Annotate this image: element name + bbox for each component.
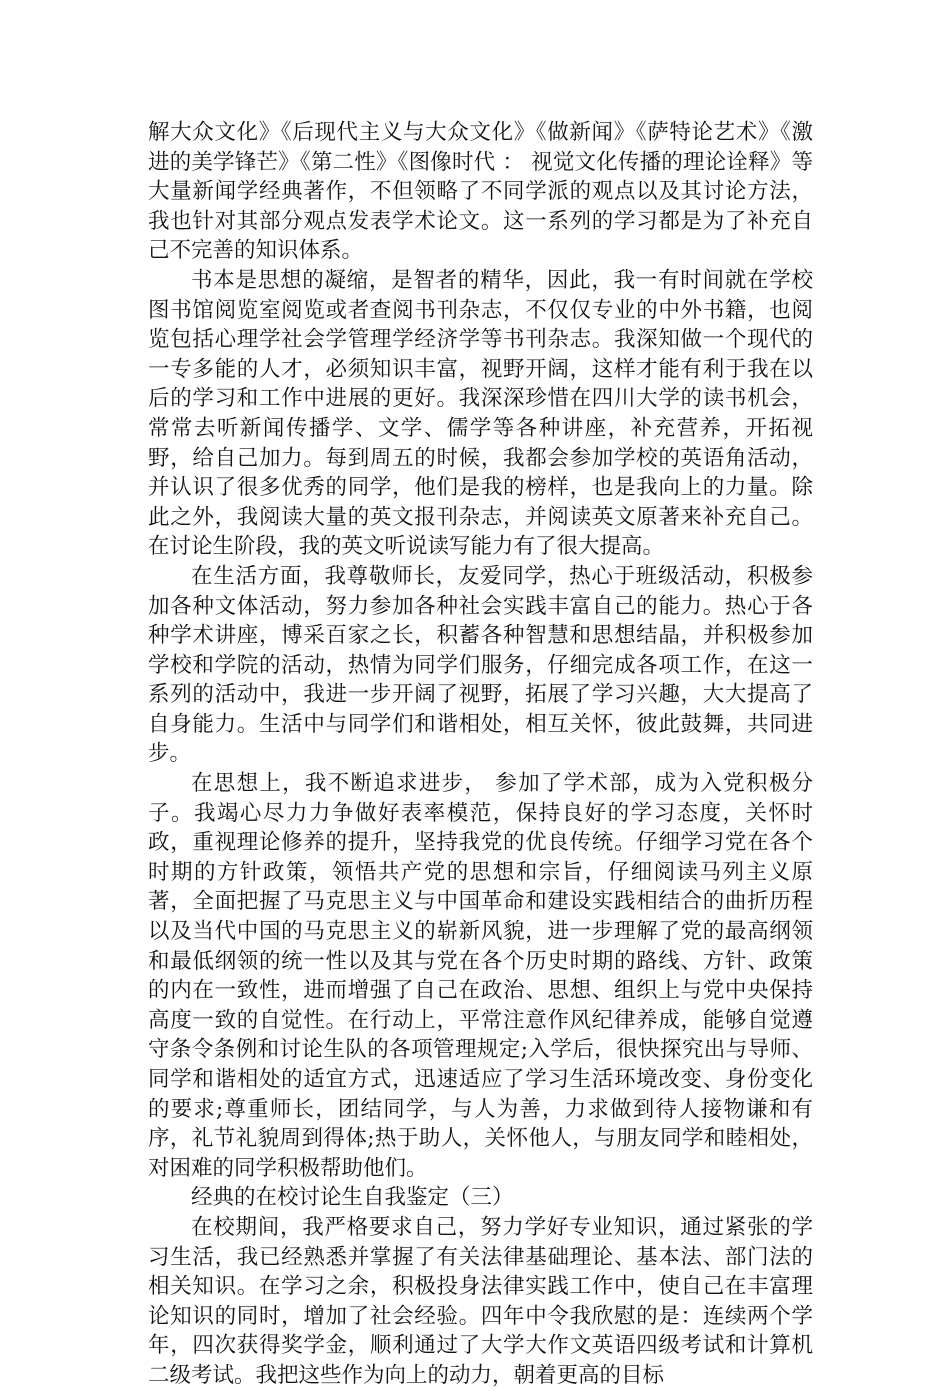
paragraph-study: 在校期间，我严格要求自己，努力学好专业知识，通过紧张的学习生活，我已经熟悉并掌握了有关法律基础理论、基本法、部门法的相关知识。在学习之余，积极投身法律实践工作中，使自己在丰富理论知识的同时，增加了社会经验。四年中令我欣慰的是：连续两个学年，四次获得奖学金，顺利通过了大学大作文英语四级考试和计算机二级考试。我把这些作为向上的动力，朝着更高的目标 (148, 1214, 813, 1388)
paragraph-life: 在生活方面，我尊敬师长，友爱同学，热心于班级活动，积极参加各种文体活动，努力参加各种社会实践丰富自己的能力。热心于各种学术讲座，博采百家之长，积蓄各种智慧和思想结晶，并积极参加学校和学院的活动，热情为同学们服务，仔细完成各项工作，在这一系列的活动中，我进一步开阔了视野，拓展了学习兴趣，大大提高了自身能力。生活中与同学们和谐相处，相互关怀，彼此鼓舞，共同进步。 (148, 563, 813, 767)
document-body (148, 118, 813, 1391)
paragraph-book-list: 解大众文化》《后现代主义与大众文化》《做新闻》《萨特论艺术》《激进的美学锋芒》《第二性》《图像时代 ： 视觉文化传播的理论诠释》等大量新闻学经典著作，不但领略了不同学派的观点以及其讨论方法，我也针对其部分观点发表学术论文。这一系列的学习都是为了补充自己不完善的知识体系。 (148, 120, 813, 264)
section-heading: 经典的在校讨论生自我鉴定（三） (191, 1185, 514, 1211)
paragraph-reading: 书本是思想的凝缩，是智者的精华，因此，我一有时间就在学校图书馆阅览室阅览或者查阅书刊杂志，不仅仅专业的中外书籍，也阅览包括心理学社会学管理学经济学等书刊杂志。我深知做一个现代的一专多能的人才，必须知识丰富，视野开阔，这样才能有利于我在以后的学习和工作中进展的更好。我深深珍惜在四川大学的读书机会，常常去听新闻传播学、文学、儒学等各种讲座，补充营养，开拓视野，给自己加力。每到周五的时候，我都会参加学校的英语角活动，并认识了很多优秀的同学，他们是我的榜样，也是我向上的力量。除此之外，我阅读大量的英文报刊杂志，并阅读英文原著来补充自己。在讨论生阶段，我的英文听说读写能力有了很大提高。 (148, 267, 813, 560)
paragraph-thought: 在思想上，我不断追求进步， 参加了学术部，成为入党积极分子。我竭心尽力力争做好表率模范，保持良好的学习态度，关怀时政，重视理论修养的提升，坚持我党的优良传统。仔细学习党在各个时期的方针政策，领悟共产党的思想和宗旨，仔细阅读马列主义原著，全面把握了马克思主义与中国革命和建设实践相结合的曲折历程以及当代中国的马克思主义的崭新风貌，进一步理解了党的最高纲领和最低纲领的统一性以及其与党在各个历史时期的路线、方针、政策的内在一致性，进而增强了自己在政治、思想、组织上与党中央保持高度一致的自觉性。在行动上，平常注意作风纪律养成，能够自觉遵守条令条例和讨论生队的各项管理规定;入学后，很快探究出与导师、同学和谐相处的适宜方式，迅速适应了学习生活环境改变、身份变化的要求;尊重师长，团结同学，与人为善，力求做到待人接物谦和有序，礼节礼貌周到得体;热于助人，关怀他人，与朋友同学和睦相处，对困难的同学积极帮助他们。 (148, 771, 813, 1181)
